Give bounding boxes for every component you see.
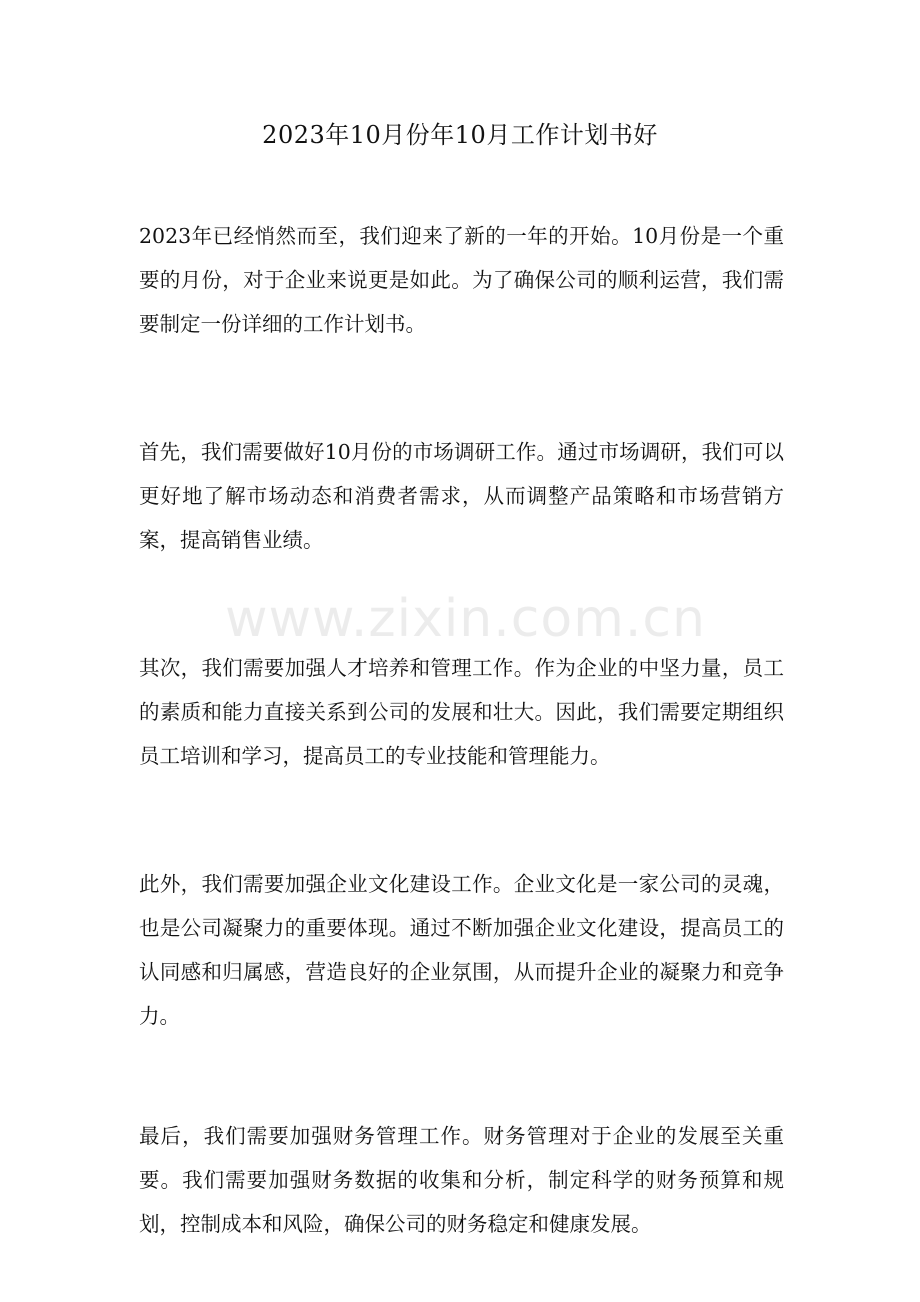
paragraph-talent-training: 其次，我们需要加强人才培养和管理工作。作为企业的中坚力量，员工的素质和能力直接关系到公司的发展和壮大。因此，我们需要定期组织员工培训和学习，提高员工的专业技能和管理能力。 [139,656,784,768]
paragraph-financial-management: 最后，我们需要加强财务管理工作。财务管理对于企业的发展至关重要。我们需要加强财务数据的收集和分析，制定科学的财务预算和规划，控制成本和风险，确保公司的财务稳定和健康发展。 [139,1124,784,1236]
document-title: 2023年10月份年10月工作计划书好 [262,121,658,149]
watermark: www.zixin.com.cn [225,589,706,649]
document-body [139,214,784,1302]
paragraph-market-research: 首先，我们需要做好10月份的市场调研工作。通过市场调研，我们可以更好地了解市场动态和消费者需求，从而调整产品策略和市场营销方案，提高销售业绩。 [139,440,784,552]
paragraph-corporate-culture: 此外，我们需要加强企业文化建设工作。企业文化是一家公司的灵魂，也是公司凝聚力的重要体现。通过不断加强企业文化建设，提高员工的认同感和归属感，营造良好的企业氛围，从而提升企业的凝聚力和竞争力。 [139,872,784,1028]
paragraph-intro: 2023年已经悄然而至，我们迎来了新的一年的开始。10月份是一个重要的月份，对于企业来说更是如此。为了确保公司的顺利运营，我们需要制定一份详细的工作计划书。 [139,224,784,336]
